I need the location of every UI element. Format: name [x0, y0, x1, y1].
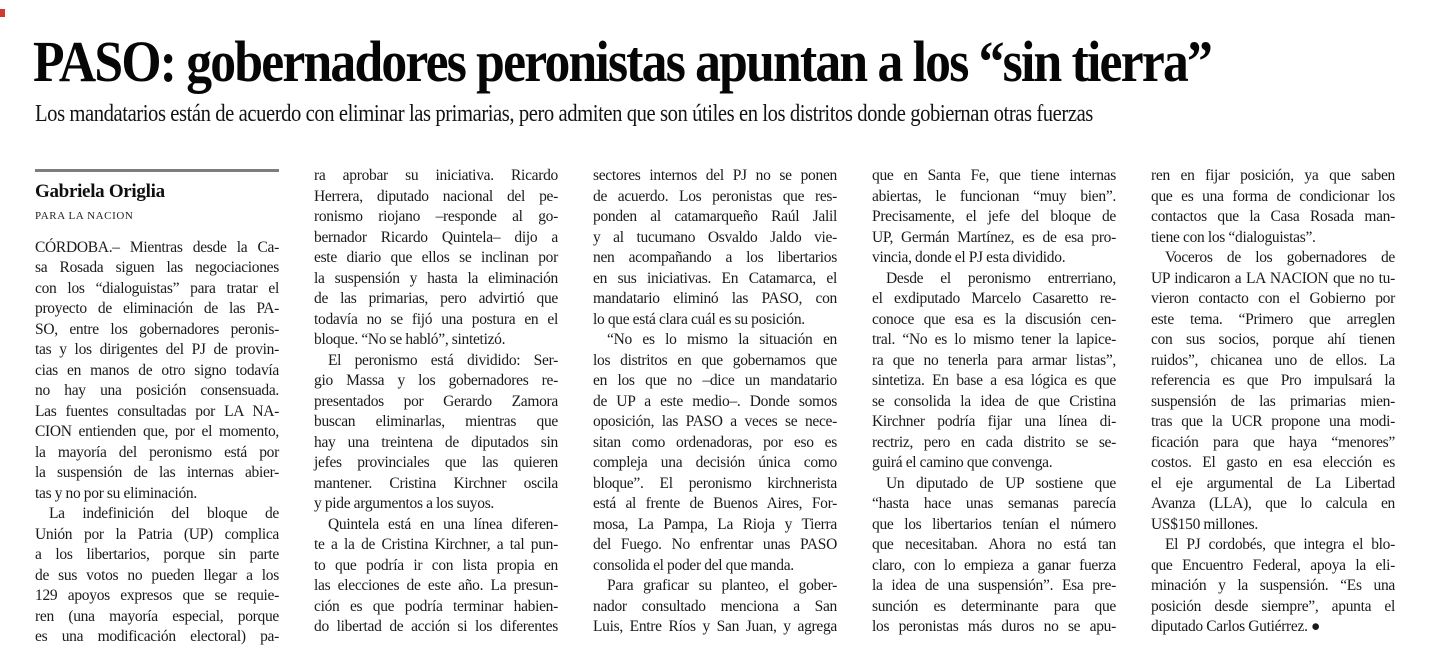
article-headline: PASO: gobernadores peronistas apuntan a los “sin tierra”	[33, 29, 1212, 94]
body-line: la mayoría del peronismo está por	[35, 443, 279, 461]
body-line: buscan eliminarlas, mientras que	[314, 413, 558, 430]
body-line: claro, con lo empieza a ganar fuerza	[872, 556, 1116, 574]
body-line: este tema. “Primero que arreglen	[1151, 310, 1395, 328]
body-line: sectores internos del PJ no se ponen	[593, 167, 837, 184]
byline-author: Gabriela Origlia	[35, 181, 165, 202]
body-line: suspensión de las primarias mien-	[1151, 392, 1395, 410]
body-line: referencia es que Pro impulsará la	[1151, 372, 1395, 389]
body-line: los peronistas más duros no se apu-	[872, 618, 1116, 635]
body-line: Herrera, diputado nacional del pe-	[314, 187, 558, 205]
body-line: la suspensión y hasta la eliminación	[314, 269, 558, 287]
body-line: UP indicaron a LA NACION que no tu-	[1151, 269, 1395, 287]
body-line: hay una treintena de diputados sin	[314, 433, 558, 451]
body-line: lo que está clara cuál es su posición.	[593, 310, 805, 328]
body-line: no hay una posición consensuada.	[35, 382, 279, 399]
column-3-body	[593, 166, 837, 638]
body-line: Un diputado de UP sostiene que	[886, 474, 1116, 492]
body-line: jefes provinciales que las quieren	[314, 454, 558, 471]
body-line: “hasta hace unas semanas parecía	[872, 495, 1116, 512]
article-subtitle: Los mandatarios están de acuerdo con eliminar las primarias, pero admiten que son útiles en los distritos donde gobiernan otras fuerzas	[35, 101, 1093, 127]
body-line: ren (una mayoría especial, porque	[35, 607, 279, 625]
body-line: el eje argumental de La Libertad	[1151, 474, 1395, 492]
body-line: mandatario eliminó las PASO, con	[593, 290, 837, 307]
body-line: Quintela está en una línea diferen-	[328, 515, 558, 533]
body-line: que necesitaban. Ahora no está tan	[872, 536, 1116, 553]
body-line: abiertas, le funcionan “muy bien”.	[872, 187, 1116, 205]
body-line: tras que la UCR propone una modi-	[1151, 413, 1395, 430]
body-line: de sus votos no pueden llegar a los	[35, 566, 279, 584]
body-line: del Fuego. No enfrentar unas PASO	[593, 536, 837, 553]
body-line: el exdiputado Marcelo Casaretto re-	[872, 290, 1116, 307]
body-line: sitan como ordenadoras, por eso es	[593, 433, 837, 451]
body-line: vincia, donde el PJ esta dividido.	[872, 249, 1066, 266]
body-line: todavía no se fijó una postura en el	[314, 310, 558, 328]
body-line: bernador Ricardo Quintela– dijo a	[314, 228, 558, 246]
body-line: nen acompañando a los libertarios	[593, 249, 837, 266]
body-line: a los libertarios, porque sin parte	[35, 546, 279, 563]
body-line: Kirchner podría fijar una línea di-	[872, 413, 1116, 430]
text-column-3	[593, 166, 837, 638]
body-line: bloque. “No se habló”, sintetizó.	[314, 331, 506, 348]
body-line: que los libertarios tenían el número	[872, 515, 1116, 533]
body-line: tas y los dirigentes del PJ de provin-	[35, 341, 279, 358]
body-line: mantener. Cristina Kirchner oscila	[314, 474, 558, 492]
body-line: tas y no por su eliminación.	[35, 484, 197, 502]
body-line: El PJ cordobés, que integra el blo-	[1165, 536, 1395, 553]
body-line: Voceros de los gobernadores de	[1165, 249, 1395, 266]
body-line: en los que no –dice un mandatario	[593, 372, 837, 389]
column-5-body	[1151, 166, 1395, 638]
body-line: tral. “No es lo mismo tener la lapice-	[872, 331, 1116, 348]
body-line: ra aprobar su iniciativa. Ricardo	[314, 167, 558, 184]
body-line: El peronismo está dividido: Ser-	[328, 351, 558, 369]
body-line: tiene con los “dialoguistas”.	[1151, 228, 1316, 246]
body-line: te a la de Cristina Kirchner, a tal pun-	[314, 536, 558, 553]
body-line: con los “dialoguistas” para tratar el	[35, 279, 279, 297]
body-line: que es una forma de condicionar los	[1151, 187, 1395, 205]
body-line: cias en manos de otro signo todavía	[35, 361, 279, 379]
body-line: con sus socios, porque ahí tienen	[1151, 331, 1395, 348]
body-line: ponden al catamarqueño Raúl Jalil	[593, 208, 837, 225]
body-line: Precisamente, el jefe del bloque de	[872, 208, 1116, 225]
body-line: CION entienden que, por el momento,	[35, 423, 279, 440]
body-line: está al frente de Buenos Aires, For-	[593, 495, 837, 512]
body-line: presentados por Gerardo Zamora	[314, 392, 558, 410]
body-line: Avanza (LLA), que lo calcula en	[1151, 495, 1395, 512]
body-line: minación y la suspensión. “Es una	[1151, 577, 1395, 594]
body-line: y pide argumentos a los suyos.	[314, 495, 495, 512]
text-column-2	[314, 166, 558, 638]
body-line: las elecciones de este año. La presun-	[314, 577, 558, 594]
body-line: la idea de una suspensión”. Esa pre-	[872, 577, 1116, 594]
body-line: CÓRDOBA.– Mientras desde la Ca-	[35, 238, 279, 256]
column-4-body	[872, 166, 1116, 638]
body-line: UP, Germán Martínez, es de esa pro-	[872, 228, 1116, 246]
body-line: costos. El gasto en esa elección es	[1151, 454, 1395, 471]
body-line: ficación para que haya “menores”	[1151, 433, 1395, 451]
body-line: ren en fijar posición, ya que saben	[1151, 167, 1395, 184]
body-line: de UP a este medio–. Donde somos	[593, 392, 837, 410]
body-line: Luis, Entre Ríos y San Juan, y agrega	[593, 618, 837, 635]
body-line: do libertad de acción si los diferentes	[314, 618, 558, 635]
body-line: proyecto de eliminación de las PA-	[35, 300, 279, 317]
body-line: ruidos”, chicanea uno de ellos. La	[1151, 351, 1395, 369]
body-line: se consolida la idea de que Cristina	[872, 392, 1116, 410]
body-line: la suspensión de las internas abier-	[35, 464, 279, 481]
body-line: to que podría ir con lista propia en	[314, 556, 558, 574]
body-line: sa Rosada siguen las negociaciones	[35, 259, 279, 276]
body-line: Las fuentes consultadas por LA NA-	[35, 402, 279, 420]
body-line: ción es que podría terminar habien-	[314, 597, 558, 615]
body-line: Unión por la Patria (UP) complica	[35, 525, 279, 543]
body-line: La indefinición del bloque de	[49, 505, 279, 522]
body-line: este diario que ellos se inclinan por	[314, 249, 558, 266]
red-edge-mark	[0, 9, 5, 17]
body-line: consolida el poder del que manda.	[593, 556, 794, 574]
body-line: conoce que esa es la discusión cen-	[872, 310, 1116, 328]
body-line: los distritos en que gobernamos que	[593, 351, 837, 369]
text-column-4	[872, 166, 1116, 638]
body-line: y al tucumano Osvaldo Jaldo vie-	[593, 228, 837, 246]
body-line: de las primarias, pero advirtió que	[314, 290, 558, 307]
body-line: sunción es determinante para que	[872, 597, 1116, 615]
body-line: guirá el camino que convenga.	[872, 454, 1053, 471]
body-line: es una modificación electoral) pa-	[35, 628, 279, 645]
body-line: sintetiza. En base a esa lógica es que	[872, 372, 1116, 389]
body-line: vieron contacto con el Gobierno por	[1151, 290, 1395, 307]
body-line: nador consultado menciona a San	[593, 597, 837, 615]
column-1-body	[35, 238, 279, 648]
body-line: gio Massa y los gobernadores re-	[314, 372, 558, 389]
body-line: oposición, las PASO a veces se nece-	[593, 413, 837, 430]
body-line: rectriz, pero en cada distrito se se-	[872, 433, 1116, 451]
body-line: US$150 millones.	[1151, 515, 1258, 533]
body-line: en sus iniciativas. En Catamarca, el	[593, 269, 837, 287]
body-line: Para graficar su planteo, el gober-	[607, 577, 837, 594]
body-line: que Encuentro Federal, apoya la eli-	[1151, 556, 1395, 574]
body-line: SO, entre los gobernadores peronis-	[35, 320, 279, 338]
body-line: ronismo riojano –responde al go-	[314, 208, 558, 225]
body-line: 129 apoyos expresos que se requie-	[35, 587, 279, 604]
body-line: ra que no tenerla para armar listas”,	[872, 351, 1116, 369]
body-line: compleja una decisión única como	[593, 454, 837, 471]
body-line: “No es lo mismo la situación en	[607, 331, 837, 348]
text-column-1	[35, 163, 279, 648]
byline-rule	[35, 169, 279, 172]
body-line: contactos que la Casa Rosada man-	[1151, 208, 1395, 225]
body-line: de acuerdo. Los peronistas que res-	[593, 187, 837, 205]
body-line: diputado Carlos Gutiérrez. ●	[1151, 618, 1321, 635]
body-line: posición desde siempre”, apunta el	[1151, 597, 1395, 615]
byline-credit: PARA LA NACION	[35, 210, 134, 222]
body-line: Desde el peronismo entrerriano,	[886, 269, 1116, 287]
body-line: bloque”. El peronismo kirchnerista	[593, 474, 837, 492]
body-line: mosa, La Pampa, La Rioja y Tierra	[593, 515, 837, 533]
text-column-5	[1151, 166, 1395, 638]
column-2-body	[314, 166, 558, 638]
body-line: que en Santa Fe, que tiene internas	[872, 167, 1116, 184]
